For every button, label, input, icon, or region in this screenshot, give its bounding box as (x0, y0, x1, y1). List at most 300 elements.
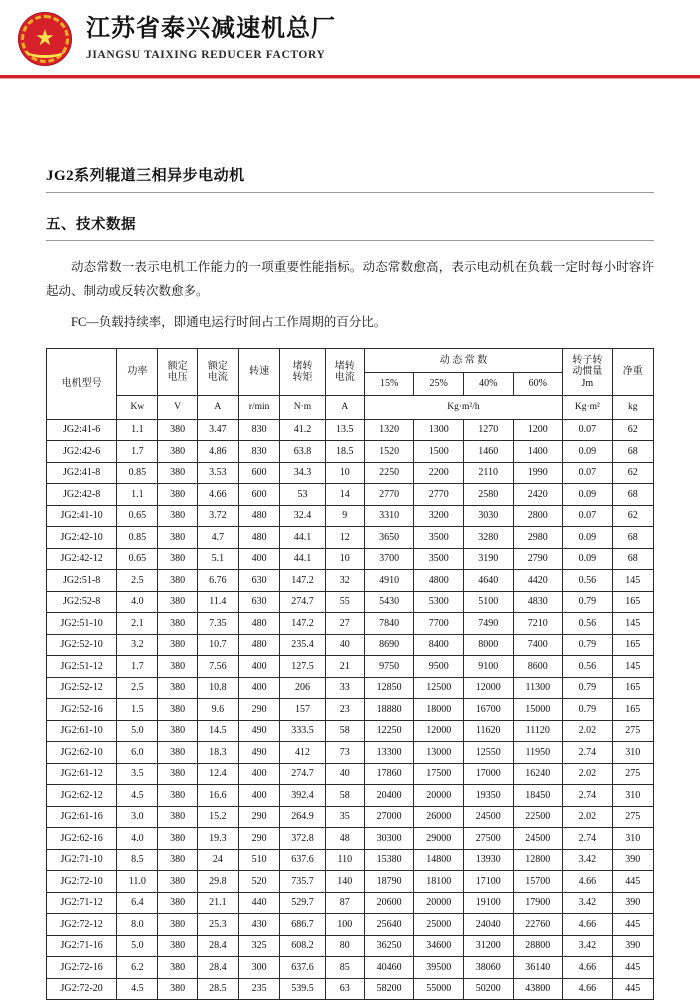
table-cell: 19.3 (197, 828, 238, 850)
table-cell: 2770 (414, 484, 464, 506)
cell-model: JG2:62-10 (47, 742, 117, 764)
table-cell: 165 (612, 699, 653, 721)
table-row (47, 871, 654, 893)
table-cell: 14800 (414, 849, 464, 871)
cell-model: JG2:72-12 (47, 914, 117, 936)
page-header (0, 0, 700, 78)
table-cell: 12.4 (197, 763, 238, 785)
table-cell: 490 (238, 720, 279, 742)
table-cell: 6.0 (117, 742, 158, 764)
paragraph-fc: FC—负载持续率，即通电运行时间占工作周期的百分比。 (71, 314, 387, 329)
table-cell: 3190 (463, 548, 513, 570)
table-cell: 0.09 (563, 527, 613, 549)
table-cell: 10.7 (197, 634, 238, 656)
table-cell: 73 (325, 742, 364, 764)
table-cell: 18790 (364, 871, 414, 893)
table-cell: 15000 (513, 699, 563, 721)
table-cell: 4.66 (563, 957, 613, 979)
th-unit-current: A (197, 396, 238, 420)
star-icon: ★ (35, 24, 55, 50)
cell-model: JG2:52-12 (47, 677, 117, 699)
table-cell: 11950 (513, 742, 563, 764)
table-cell: 380 (158, 849, 197, 871)
table-cell: 43800 (513, 978, 563, 1000)
document-body (0, 164, 700, 1000)
table-cell: 35 (325, 806, 364, 828)
table-cell: 7840 (364, 613, 414, 635)
table-cell: 5.0 (117, 935, 158, 957)
table-cell: 53 (280, 484, 325, 506)
table-row (47, 527, 654, 549)
table-cell: 1.5 (117, 699, 158, 721)
table-cell: 4.5 (117, 785, 158, 807)
company-name-en: JIANGSU TAIXING REDUCER FACTORY (86, 48, 326, 61)
table-cell: 110 (325, 849, 364, 871)
table-cell: 380 (158, 914, 197, 936)
table-cell: 520 (238, 871, 279, 893)
table-cell: 3.42 (563, 892, 613, 914)
table-cell: 17860 (364, 763, 414, 785)
table-cell: 0.85 (117, 527, 158, 549)
table-cell: 18.5 (325, 441, 364, 463)
table-cell: 7.56 (197, 656, 238, 678)
table-cell: 14.5 (197, 720, 238, 742)
spec-table-wrapper (46, 348, 654, 1000)
table-cell: 19350 (463, 785, 513, 807)
cell-model: JG2:42-6 (47, 441, 117, 463)
table-row (47, 892, 654, 914)
table-cell: 1270 (463, 419, 513, 441)
table-cell: 1460 (463, 441, 513, 463)
table-cell: 4.66 (563, 871, 613, 893)
table-cell: 0.79 (563, 591, 613, 613)
table-cell: 2110 (463, 462, 513, 484)
page-title: JG2系列辊道三相异步电动机 (46, 164, 654, 193)
table-cell: 3.42 (563, 935, 613, 957)
table-body (47, 419, 654, 1000)
table-cell: 325 (238, 935, 279, 957)
table-header-row-1 (47, 349, 654, 373)
table-cell: 3700 (364, 548, 414, 570)
table-cell: 6.2 (117, 957, 158, 979)
table-cell: 380 (158, 634, 197, 656)
table-cell: 2200 (414, 462, 464, 484)
table-row (47, 419, 654, 441)
table-cell: 2.74 (563, 828, 613, 850)
table-cell: 1.1 (117, 484, 158, 506)
table-cell: 637.6 (280, 849, 325, 871)
table-cell: 5430 (364, 591, 414, 613)
table-cell: 400 (238, 656, 279, 678)
table-cell: 480 (238, 613, 279, 635)
table-cell: 140 (325, 871, 364, 893)
table-cell: 0.09 (563, 441, 613, 463)
table-cell: 630 (238, 570, 279, 592)
table-cell: 30300 (364, 828, 414, 850)
table-cell: 380 (158, 763, 197, 785)
table-cell: 380 (158, 462, 197, 484)
technical-data-table (46, 348, 654, 1000)
table-cell: 10 (325, 548, 364, 570)
table-cell: 1.7 (117, 441, 158, 463)
table-row (47, 828, 654, 850)
table-cell: 380 (158, 677, 197, 699)
table-cell: 85 (325, 957, 364, 979)
table-cell: 8600 (513, 656, 563, 678)
table-row (47, 699, 654, 721)
table-cell: 14 (325, 484, 364, 506)
table-cell: 3310 (364, 505, 414, 527)
table-cell: 38060 (463, 957, 513, 979)
table-cell: 10.8 (197, 677, 238, 699)
table-row (47, 806, 654, 828)
th-power: 功率 (117, 349, 158, 396)
table-cell: 55 (325, 591, 364, 613)
table-cell: 29.8 (197, 871, 238, 893)
table-cell: 12000 (463, 677, 513, 699)
table-cell: 17000 (463, 763, 513, 785)
table-cell: 380 (158, 828, 197, 850)
table-cell: 11.0 (117, 871, 158, 893)
table-cell: 8400 (414, 634, 464, 656)
table-cell: 36250 (364, 935, 414, 957)
cell-model: JG2:71-12 (47, 892, 117, 914)
table-cell: 11620 (463, 720, 513, 742)
table-cell: 3280 (463, 527, 513, 549)
table-cell: 4.66 (197, 484, 238, 506)
table-cell: 4.66 (563, 978, 613, 1000)
table-cell: 12550 (463, 742, 513, 764)
table-cell: 5.1 (197, 548, 238, 570)
table-cell: 11120 (513, 720, 563, 742)
table-cell: 9 (325, 505, 364, 527)
table-cell: 0.56 (563, 613, 613, 635)
th-dynamic-group: 动 态 常 数 (364, 349, 562, 373)
company-name-cn: 江苏省泰兴减速机总厂 (86, 16, 336, 43)
cell-model: JG2:71-10 (47, 849, 117, 871)
table-cell: 372.8 (280, 828, 325, 850)
th-fc-60: 60% (513, 372, 563, 396)
table-cell: 400 (238, 677, 279, 699)
table-cell: 15.2 (197, 806, 238, 828)
table-cell: 637.6 (280, 957, 325, 979)
table-cell: 275 (612, 763, 653, 785)
table-cell: 58200 (364, 978, 414, 1000)
table-cell: 147.2 (280, 570, 325, 592)
table-cell: 380 (158, 935, 197, 957)
table-cell: 58 (325, 720, 364, 742)
cell-model: JG2:61-16 (47, 806, 117, 828)
table-cell: 16700 (463, 699, 513, 721)
table-row (47, 505, 654, 527)
table-row (47, 548, 654, 570)
table-cell: 147.2 (280, 613, 325, 635)
cell-model: JG2:71-16 (47, 935, 117, 957)
table-cell: 13300 (364, 742, 414, 764)
table-cell: 62 (612, 505, 653, 527)
section-heading: 五、技术数据 (46, 213, 654, 241)
table-cell: 380 (158, 806, 197, 828)
table-cell: 2580 (463, 484, 513, 506)
table-cell: 390 (612, 849, 653, 871)
table-cell: 36140 (513, 957, 563, 979)
table-row (47, 484, 654, 506)
table-cell: 480 (238, 634, 279, 656)
table-cell: 29000 (414, 828, 464, 850)
table-cell: 9500 (414, 656, 464, 678)
table-row (47, 763, 654, 785)
table-cell: 34.3 (280, 462, 325, 484)
table-cell: 20000 (414, 785, 464, 807)
table-cell: 400 (238, 785, 279, 807)
table-cell: 44.1 (280, 527, 325, 549)
table-row (47, 742, 654, 764)
th-fc-40: 40% (463, 372, 513, 396)
cell-model: JG2:62-16 (47, 828, 117, 850)
table-cell: 235.4 (280, 634, 325, 656)
cell-model: JG2:61-10 (47, 720, 117, 742)
cell-model: JG2:42-12 (47, 548, 117, 570)
table-cell: 32.4 (280, 505, 325, 527)
table-cell: 165 (612, 634, 653, 656)
table-cell: 412 (280, 742, 325, 764)
table-cell: 510 (238, 849, 279, 871)
cell-model: JG2:51-12 (47, 656, 117, 678)
th-stall-torque: 堵转 转矩 (280, 349, 325, 396)
table-cell: 100 (325, 914, 364, 936)
table-cell: 27 (325, 613, 364, 635)
table-cell: 0.56 (563, 570, 613, 592)
table-cell: 18.3 (197, 742, 238, 764)
table-cell: 630 (238, 591, 279, 613)
th-unit-weight: kg (612, 396, 653, 420)
table-cell: 157 (280, 699, 325, 721)
table-cell: 41.2 (280, 419, 325, 441)
cell-model: JG2:52-10 (47, 634, 117, 656)
table-cell: 8000 (463, 634, 513, 656)
cell-model: JG2:52-16 (47, 699, 117, 721)
table-cell: 58 (325, 785, 364, 807)
table-cell: 68 (612, 548, 653, 570)
table-cell: 4800 (414, 570, 464, 592)
table-cell: 830 (238, 419, 279, 441)
table-cell: 310 (612, 785, 653, 807)
table-cell: 1500 (414, 441, 464, 463)
table-cell: 20400 (364, 785, 414, 807)
table-cell: 380 (158, 591, 197, 613)
table-cell: 2250 (364, 462, 414, 484)
cell-model: JG2:72-16 (47, 957, 117, 979)
table-cell: 63 (325, 978, 364, 1000)
th-model: 电机型号 (47, 349, 117, 420)
table-cell: 6.4 (117, 892, 158, 914)
table-cell: 0.09 (563, 484, 613, 506)
table-cell: 392.4 (280, 785, 325, 807)
table-cell: 25640 (364, 914, 414, 936)
table-cell: 380 (158, 978, 197, 1000)
table-cell: 10 (325, 462, 364, 484)
table-cell: 480 (238, 505, 279, 527)
table-cell: 25.3 (197, 914, 238, 936)
table-cell: 165 (612, 591, 653, 613)
table-cell: 26000 (414, 806, 464, 828)
table-cell: 17500 (414, 763, 464, 785)
paragraph-dynamic-constant: 动态常数一表示电机工作能力的一项重要性能指标。动态常数愈高，表示电动机在负载一定时每小时容许起动、制动或反转次数愈多。 (46, 260, 654, 299)
table-cell: 4.66 (563, 914, 613, 936)
th-unit-inertia: Kg·m² (563, 396, 613, 420)
table-row (47, 462, 654, 484)
table-cell: 2980 (513, 527, 563, 549)
table-cell: 440 (238, 892, 279, 914)
table-cell: 275 (612, 720, 653, 742)
table-row (47, 785, 654, 807)
table-cell: 3500 (414, 527, 464, 549)
table-cell: 529.7 (280, 892, 325, 914)
table-cell: 28.5 (197, 978, 238, 1000)
table-cell: 28.4 (197, 957, 238, 979)
table-head (47, 349, 654, 420)
table-header-row-units (47, 396, 654, 420)
table-cell: 380 (158, 527, 197, 549)
table-cell: 2.02 (563, 763, 613, 785)
table-cell: 600 (238, 484, 279, 506)
table-cell: 7490 (463, 613, 513, 635)
table-cell: 33 (325, 677, 364, 699)
table-cell: 539.5 (280, 978, 325, 1000)
table-row (47, 849, 654, 871)
table-cell: 380 (158, 957, 197, 979)
table-cell: 290 (238, 806, 279, 828)
cell-model: JG2:72-20 (47, 978, 117, 1000)
cell-model: JG2:51-10 (47, 613, 117, 635)
table-cell: 3.2 (117, 634, 158, 656)
table-cell: 145 (612, 613, 653, 635)
table-cell: 0.65 (117, 548, 158, 570)
table-cell: 4640 (463, 570, 513, 592)
table-cell: 16240 (513, 763, 563, 785)
table-cell: 3.47 (197, 419, 238, 441)
table-row (47, 720, 654, 742)
table-cell: 686.7 (280, 914, 325, 936)
table-cell: 830 (238, 441, 279, 463)
table-cell: 63.8 (280, 441, 325, 463)
th-speed: 转速 (238, 349, 279, 396)
th-stall-current: 堵转 电流 (325, 349, 364, 396)
table-cell: 15380 (364, 849, 414, 871)
cell-model: JG2:41-6 (47, 419, 117, 441)
table-cell: 490 (238, 742, 279, 764)
table-row (47, 613, 654, 635)
table-cell: 18000 (414, 699, 464, 721)
th-voltage: 额定 电压 (158, 349, 197, 396)
table-cell: 380 (158, 613, 197, 635)
table-cell: 0.07 (563, 505, 613, 527)
table-cell: 7.35 (197, 613, 238, 635)
table-cell: 2420 (513, 484, 563, 506)
table-row (47, 935, 654, 957)
table-cell: 11.4 (197, 591, 238, 613)
table-cell: 333.5 (280, 720, 325, 742)
table-cell: 380 (158, 441, 197, 463)
table-cell: 24040 (463, 914, 513, 936)
table-cell: 9750 (364, 656, 414, 678)
table-cell: 19100 (463, 892, 513, 914)
cell-model: JG2:52-8 (47, 591, 117, 613)
table-cell: 87 (325, 892, 364, 914)
table-cell: 4910 (364, 570, 414, 592)
table-cell: 21.1 (197, 892, 238, 914)
table-cell: 2.02 (563, 806, 613, 828)
table-cell: 44.1 (280, 548, 325, 570)
table-cell: 34600 (414, 935, 464, 957)
table-cell: 0.79 (563, 677, 613, 699)
table-cell: 12000 (414, 720, 464, 742)
table-cell: 380 (158, 699, 197, 721)
table-cell: 8690 (364, 634, 414, 656)
table-cell: 31200 (463, 935, 513, 957)
table-cell: 7700 (414, 613, 464, 635)
table-cell: 4.0 (117, 828, 158, 850)
table-cell: 28.4 (197, 935, 238, 957)
table-cell: 380 (158, 742, 197, 764)
table-cell: 13.5 (325, 419, 364, 441)
table-cell: 25000 (414, 914, 464, 936)
cell-model: JG2:51-8 (47, 570, 117, 592)
table-cell: 380 (158, 505, 197, 527)
table-cell: 2.02 (563, 720, 613, 742)
table-cell: 27500 (463, 828, 513, 850)
table-cell: 1200 (513, 419, 563, 441)
table-cell: 1.7 (117, 656, 158, 678)
table-cell: 2.74 (563, 742, 613, 764)
cell-model: JG2:41-8 (47, 462, 117, 484)
table-cell: 0.09 (563, 548, 613, 570)
table-cell: 80 (325, 935, 364, 957)
th-unit-stall-current: A (325, 396, 364, 420)
table-cell: 13930 (463, 849, 513, 871)
table-cell: 290 (238, 828, 279, 850)
th-unit-dynamic: Kg·m²/h (364, 396, 562, 420)
table-cell: 3.53 (197, 462, 238, 484)
table-row (47, 591, 654, 613)
table-cell: 310 (612, 828, 653, 850)
table-cell: 2.74 (563, 785, 613, 807)
table-cell: 165 (612, 677, 653, 699)
table-row (47, 634, 654, 656)
table-cell: 445 (612, 914, 653, 936)
table-cell: 1400 (513, 441, 563, 463)
table-cell: 380 (158, 892, 197, 914)
table-cell: 16.6 (197, 785, 238, 807)
th-weight: 净重 (612, 349, 653, 396)
th-unit-power: Kw (117, 396, 158, 420)
table-cell: 0.07 (563, 419, 613, 441)
table-cell: 3030 (463, 505, 513, 527)
table-cell: 4.5 (117, 978, 158, 1000)
table-row (47, 957, 654, 979)
table-cell: 2770 (364, 484, 414, 506)
table-cell: 4.0 (117, 591, 158, 613)
table-cell: 400 (238, 763, 279, 785)
table-cell: 380 (158, 570, 197, 592)
table-cell: 0.65 (117, 505, 158, 527)
table-cell: 735.7 (280, 871, 325, 893)
table-cell: 0.79 (563, 634, 613, 656)
factory-emblem-icon (18, 12, 72, 66)
table-cell: 206 (280, 677, 325, 699)
table-cell: 3.72 (197, 505, 238, 527)
table-cell: 127.5 (280, 656, 325, 678)
